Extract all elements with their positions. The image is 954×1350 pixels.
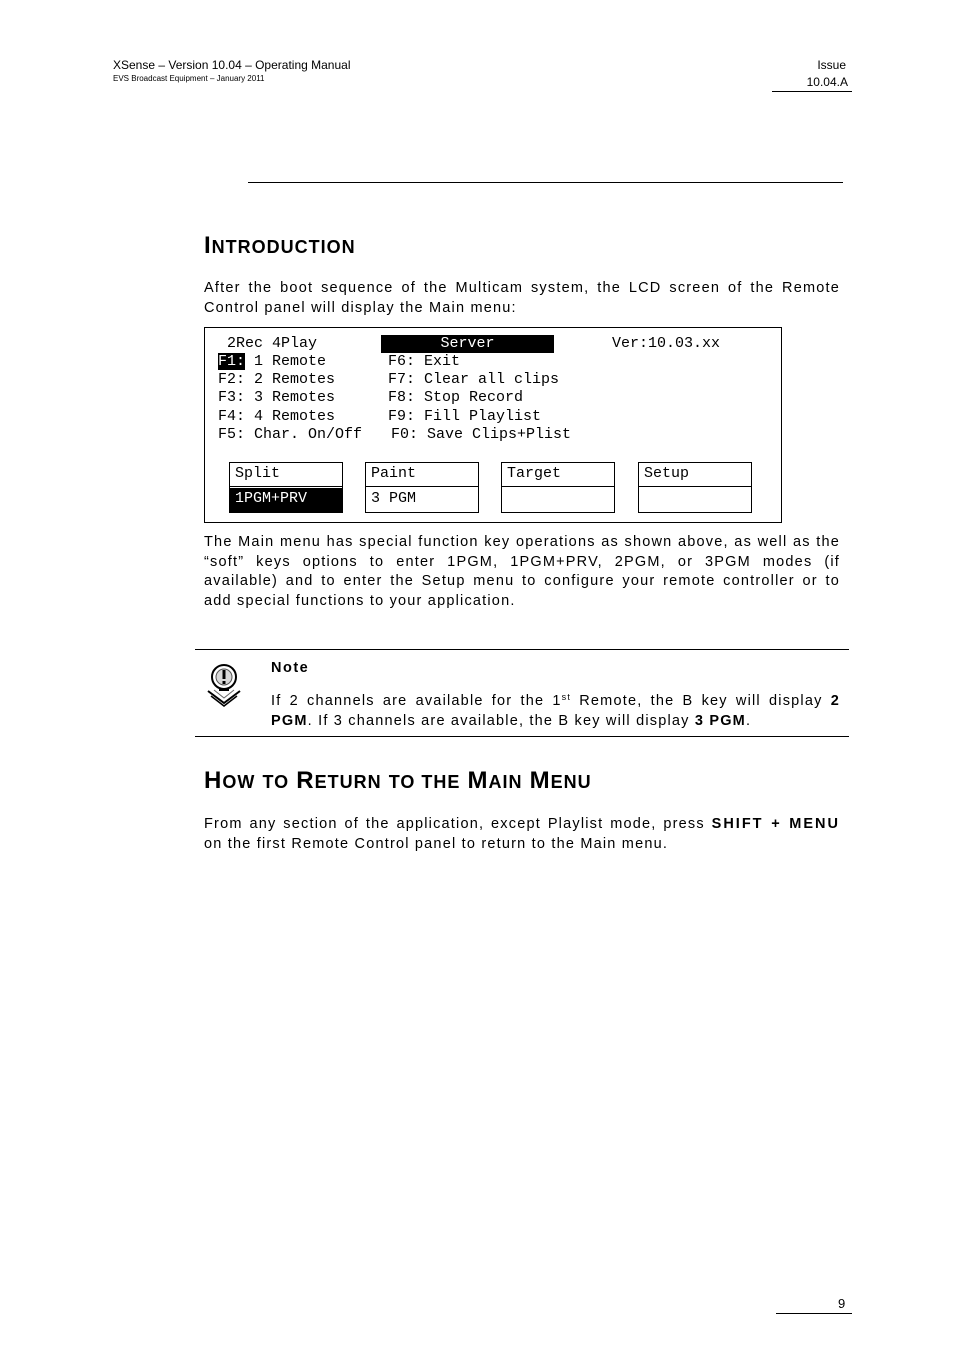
howto-paragraph: From any section of the application, except Playlist mode, press SHIFT + MENU on the first Remote Control panel to return to the Main menu.: [204, 816, 840, 852]
note-text: If 2 channels are available for the 1st Remote, the B key will display 2 PGM. If 3 channels are available, the B key will display 3 PGM.: [271, 692, 840, 729]
lcd-version: Ver:10.03.xx: [612, 335, 721, 352]
lcd-status: 2Rec 4Play: [227, 335, 318, 352]
note-top-rule: [195, 649, 849, 650]
howto-heading: HOW TO RETURN TO THE MAIN MENU: [204, 767, 592, 794]
lcd-left-line: F5: Char. On/Off: [218, 426, 363, 443]
issue-value: 10.04.A: [806, 75, 848, 89]
note-bottom-rule: [195, 736, 849, 737]
softkey-split: Split 1PGM+PRV: [229, 462, 343, 513]
lcd-f1-key: F1:: [218, 353, 246, 370]
lcd-mode: Server: [381, 335, 554, 353]
lcd-right-line: F8: Stop Record: [388, 389, 524, 406]
header-rule: [772, 91, 852, 92]
lcd-right-line: F0: Save Clips+Plist: [391, 426, 572, 443]
note-title: Note: [271, 660, 310, 676]
introduction-heading: INTRODUCTION: [204, 232, 356, 259]
lcd-main-menu: [204, 327, 782, 523]
page-number: 9: [838, 1296, 846, 1311]
section-rule: [248, 182, 843, 183]
lcd-right-line: F7: Clear all clips: [388, 371, 560, 388]
lcd-left-line: F4: 4 Remotes: [218, 408, 336, 425]
softkey-paint: Paint 3 PGM: [365, 462, 479, 513]
lcd-left-line: F3: 3 Remotes: [218, 389, 336, 406]
note-lightbulb-icon: [205, 661, 243, 712]
intro-paragraph: After the boot sequence of the Multicam system, the LCD screen of the Remote Control panel will display the Main menu:: [204, 280, 840, 316]
footer-rule: [776, 1313, 852, 1314]
lcd-left-line: F2: 2 Remotes: [218, 371, 336, 388]
document-subtitle: EVS Broadcast Equipment – January 2011: [113, 74, 265, 83]
lcd-f1-line: F1: 1 Remote: [218, 353, 327, 370]
softkey-setup: Setup: [638, 462, 752, 513]
issue-label: Issue: [817, 58, 846, 72]
lcd-right-line: F6: Exit: [388, 353, 461, 370]
main-menu-paragraph: The Main menu has special function key operations as shown above, as well as the “soft” keys options to enter 1PGM, 1PGM+PRV, 2PGM, or 3PGM modes (if available) and to enter the Setup menu to configure your remote controller or to add special functions to your application.: [204, 534, 840, 609]
lcd-right-line: F9: Fill Playlist: [388, 408, 542, 425]
document-title: XSense – Version 10.04 – Operating Manual: [113, 58, 351, 72]
softkey-target: Target: [501, 462, 615, 513]
